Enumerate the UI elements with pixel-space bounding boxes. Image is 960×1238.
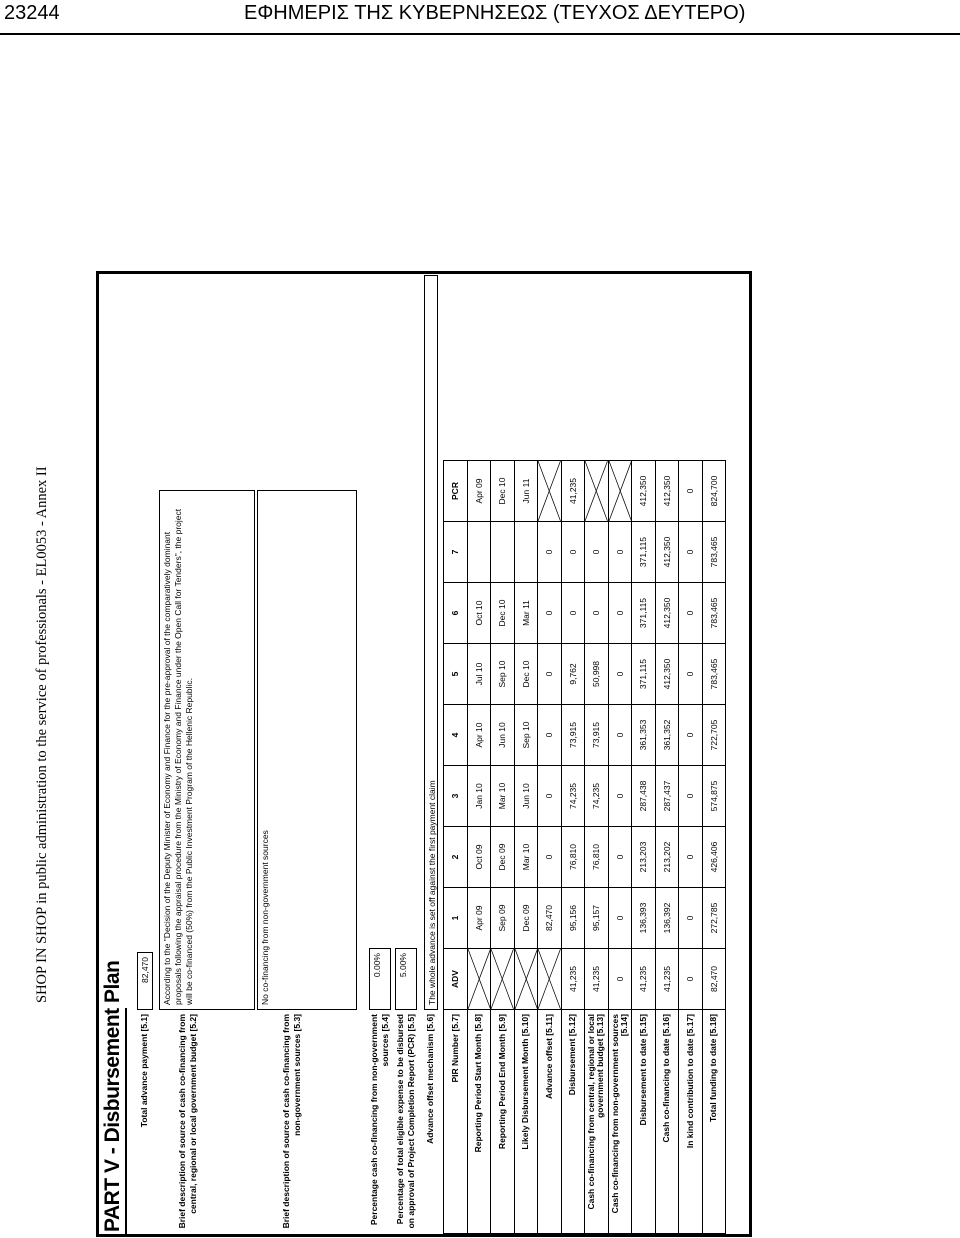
table-cell: 41,235 bbox=[561, 949, 585, 1010]
table-cell: 783,465 bbox=[702, 644, 726, 705]
table-cell: 41,235 bbox=[585, 949, 609, 1010]
table-cell: 412,350 bbox=[655, 644, 679, 705]
table-cell: 73,915 bbox=[585, 705, 609, 766]
advance-mechanism-label: Advance offset mechanism [5.6] bbox=[425, 1014, 435, 1144]
crossed-out-cell bbox=[538, 949, 562, 1010]
table-cell: 3 bbox=[444, 766, 468, 827]
table-cell: Sep 10 bbox=[491, 644, 515, 705]
row-label: Cash co-financing from central, regional or local government budget [5.13] bbox=[585, 1010, 609, 1234]
table-cell: 0 bbox=[608, 949, 632, 1010]
total-advance-label: Total advance payment [5.1] bbox=[139, 1014, 149, 1128]
crossed-out-cell bbox=[608, 461, 632, 522]
table-cell: Dec 10 bbox=[491, 583, 515, 644]
table-cell: 2 bbox=[444, 827, 468, 888]
row-label: Likely Disbursement Month [5.10] bbox=[514, 1010, 538, 1234]
table-cell: Mar 10 bbox=[514, 827, 538, 888]
table-cell: 0 bbox=[679, 461, 703, 522]
table-cell: 41,235 bbox=[561, 461, 585, 522]
table-cell: 722,705 bbox=[702, 705, 726, 766]
table-cell: Dec 09 bbox=[491, 827, 515, 888]
table-cell: 76,810 bbox=[585, 827, 609, 888]
table-cell bbox=[467, 522, 491, 583]
table-row bbox=[491, 461, 515, 1234]
table-row bbox=[561, 461, 585, 1234]
table-cell: Sep 09 bbox=[491, 888, 515, 949]
header-rule bbox=[0, 33, 960, 35]
table-cell: 0 bbox=[538, 827, 562, 888]
side-caption: SHOP IN SHOP in public administration to the service of professionals - EL0053 - Annex II bbox=[34, 466, 50, 1003]
table-cell: 9,762 bbox=[561, 644, 585, 705]
crossed-out-cell bbox=[514, 949, 538, 1010]
table-cell: 0 bbox=[679, 705, 703, 766]
table-cell: 82,470 bbox=[538, 888, 562, 949]
table-cell: 0 bbox=[538, 705, 562, 766]
table-cell: 426,406 bbox=[702, 827, 726, 888]
table-cell: 272,785 bbox=[702, 888, 726, 949]
total-advance-value: 82,470 bbox=[137, 952, 153, 1010]
table-cell: 412,350 bbox=[655, 522, 679, 583]
table-cell: 0 bbox=[679, 522, 703, 583]
brief-central-text: According to the "Decision of the Deputy Minister of Economy and Finance for the pre-approval of the comparatively dominant proposals following the appraisal procedure from the Ministry of Economy and Finance under the Open Call for Tenders", the project will be co-financed (50%) from the Public Investment Program of the Hellenic Republic. bbox=[159, 490, 255, 1010]
gazette-title: ΕΦΗΜΕΡΙΣ ΤΗΣ ΚΥΒΕΡΝΗΣΕΩΣ (ΤΕΥΧΟΣ ΔΕΥΤΕΡΟ) bbox=[244, 2, 746, 24]
table-cell: Apr 10 bbox=[467, 705, 491, 766]
table-cell: 371,115 bbox=[632, 644, 656, 705]
row-label: Reporting Period End Month [5.9] bbox=[491, 1010, 515, 1234]
table-cell: 287,437 bbox=[655, 766, 679, 827]
table-cell: 361,352 bbox=[655, 705, 679, 766]
table-cell: 783,465 bbox=[702, 522, 726, 583]
pct-pcr-label: Percentage of total eligible expense to be disbursed on approval of Project Completion Report (PCR) [5.5] bbox=[395, 1014, 416, 1229]
table-cell: 783,465 bbox=[702, 583, 726, 644]
table-cell: 136,393 bbox=[632, 888, 656, 949]
table-cell: 412,350 bbox=[655, 461, 679, 522]
table-row bbox=[444, 461, 468, 1234]
table-cell: 0 bbox=[679, 766, 703, 827]
table-cell: Dec 10 bbox=[491, 461, 515, 522]
table-cell: 0 bbox=[608, 583, 632, 644]
table-cell: Jun 10 bbox=[514, 766, 538, 827]
table-cell: 0 bbox=[538, 583, 562, 644]
disbursement-plan-frame bbox=[96, 271, 752, 1237]
table-cell: 0 bbox=[608, 766, 632, 827]
table-cell: Apr 09 bbox=[467, 461, 491, 522]
table-cell: 213,203 bbox=[632, 827, 656, 888]
row-label: Total funding to date [5.18] bbox=[702, 1010, 726, 1234]
table-cell: 1 bbox=[444, 888, 468, 949]
table-cell: 371,115 bbox=[632, 583, 656, 644]
advance-mechanism-value: The whole advance is set off against the first payment claim bbox=[424, 275, 438, 1010]
table-cell: 74,235 bbox=[585, 766, 609, 827]
table-cell: 82,470 bbox=[702, 949, 726, 1010]
table-cell: 0 bbox=[561, 522, 585, 583]
table-cell: 5 bbox=[444, 644, 468, 705]
table-cell: 7 bbox=[444, 522, 468, 583]
table-row bbox=[632, 461, 656, 1234]
brief-central-label: Brief description of source of cash co-financing from central, regional or local government budget [5.2] bbox=[177, 1014, 198, 1229]
table-cell: Jun 10 bbox=[491, 705, 515, 766]
disbursement-table bbox=[443, 460, 726, 1234]
table-cell: 0 bbox=[608, 827, 632, 888]
table-cell: 95,157 bbox=[585, 888, 609, 949]
table-cell: 0 bbox=[608, 522, 632, 583]
crossed-out-cell bbox=[538, 461, 562, 522]
table-cell: 0 bbox=[679, 949, 703, 1010]
table-row bbox=[655, 461, 679, 1234]
crossed-out-cell bbox=[467, 949, 491, 1010]
pct-nongov-label: Percentage cash co-financing from non-government sources [5.4] bbox=[369, 1014, 390, 1226]
page-number: 23244 bbox=[4, 2, 60, 24]
table-cell: ADV bbox=[444, 949, 468, 1010]
table-cell: 0 bbox=[608, 888, 632, 949]
table-cell bbox=[514, 522, 538, 583]
row-label: Disbursement [5.12] bbox=[561, 1010, 585, 1234]
table-cell: 41,235 bbox=[632, 949, 656, 1010]
table-cell: 371,115 bbox=[632, 522, 656, 583]
table-cell: Oct 10 bbox=[467, 583, 491, 644]
table-row bbox=[514, 461, 538, 1234]
table-row bbox=[608, 461, 632, 1234]
table-cell: 74,235 bbox=[561, 766, 585, 827]
pct-pcr-value: 5.00% bbox=[395, 948, 417, 1010]
table-row bbox=[702, 461, 726, 1234]
table-cell: Jan 10 bbox=[467, 766, 491, 827]
row-label: In kind contribution to date [5.17] bbox=[679, 1010, 703, 1234]
table-cell: 6 bbox=[444, 583, 468, 644]
crossed-out-cell bbox=[491, 949, 515, 1010]
table-cell: Jun 11 bbox=[514, 461, 538, 522]
table-cell: 50,998 bbox=[585, 644, 609, 705]
crossed-out-cell bbox=[585, 461, 609, 522]
table-cell: 361,353 bbox=[632, 705, 656, 766]
table-cell: 412,350 bbox=[655, 583, 679, 644]
table-cell bbox=[491, 522, 515, 583]
table-cell: 73,915 bbox=[561, 705, 585, 766]
table-cell: 0 bbox=[561, 583, 585, 644]
row-label: Advance offset [5.11] bbox=[538, 1010, 562, 1234]
table-cell: 0 bbox=[679, 583, 703, 644]
table-row bbox=[679, 461, 703, 1234]
part-title: PART V - Disbursement Plan bbox=[101, 960, 124, 1232]
table-cell: Mar 11 bbox=[514, 583, 538, 644]
table-cell: 41,235 bbox=[655, 949, 679, 1010]
table-cell: 0 bbox=[679, 888, 703, 949]
table-cell: Oct 09 bbox=[467, 827, 491, 888]
table-cell: 4 bbox=[444, 705, 468, 766]
table-cell: 0 bbox=[608, 644, 632, 705]
table-cell: 574,875 bbox=[702, 766, 726, 827]
brief-nongov-text: No co-financing from non-government sources bbox=[257, 490, 357, 1010]
table-cell: 824,700 bbox=[702, 461, 726, 522]
table-row bbox=[585, 461, 609, 1234]
table-cell: 0 bbox=[679, 644, 703, 705]
table-row bbox=[538, 461, 562, 1234]
table-cell: Dec 09 bbox=[514, 888, 538, 949]
table-cell: 0 bbox=[608, 705, 632, 766]
row-label: Cash co-financing to date [5.16] bbox=[655, 1010, 679, 1234]
table-cell: 0 bbox=[538, 644, 562, 705]
table-cell: Sep 10 bbox=[514, 705, 538, 766]
table-cell: Dec 10 bbox=[514, 644, 538, 705]
part-title-rule bbox=[125, 1008, 127, 1234]
table-cell: Jul 10 bbox=[467, 644, 491, 705]
row-label: Reporting Period Start Month [5.8] bbox=[467, 1010, 491, 1234]
table-cell: 0 bbox=[538, 522, 562, 583]
table-cell: 95,156 bbox=[561, 888, 585, 949]
table-cell: 0 bbox=[679, 827, 703, 888]
table-cell: Mar 10 bbox=[491, 766, 515, 827]
pct-nongov-value: 0.00% bbox=[369, 948, 391, 1010]
table-cell: 213,202 bbox=[655, 827, 679, 888]
table-cell: PCR bbox=[444, 461, 468, 522]
table-cell: 287,438 bbox=[632, 766, 656, 827]
table-cell: 0 bbox=[538, 766, 562, 827]
table-row bbox=[467, 461, 491, 1234]
table-cell: 76,810 bbox=[561, 827, 585, 888]
table-cell: 0 bbox=[585, 583, 609, 644]
table-cell: 0 bbox=[585, 522, 609, 583]
row-label: PIR Number [5.7] bbox=[444, 1010, 468, 1234]
table-cell: 136,392 bbox=[655, 888, 679, 949]
row-label: Disbursement to date [5.15] bbox=[632, 1010, 656, 1234]
row-label: Cash co-financing from non-government sources [5.14] bbox=[608, 1010, 632, 1234]
table-cell: 412,350 bbox=[632, 461, 656, 522]
brief-nongov-label: Brief description of source of cash co-financing from non-government sources [5.3] bbox=[281, 1014, 302, 1229]
table-cell: Apr 09 bbox=[467, 888, 491, 949]
